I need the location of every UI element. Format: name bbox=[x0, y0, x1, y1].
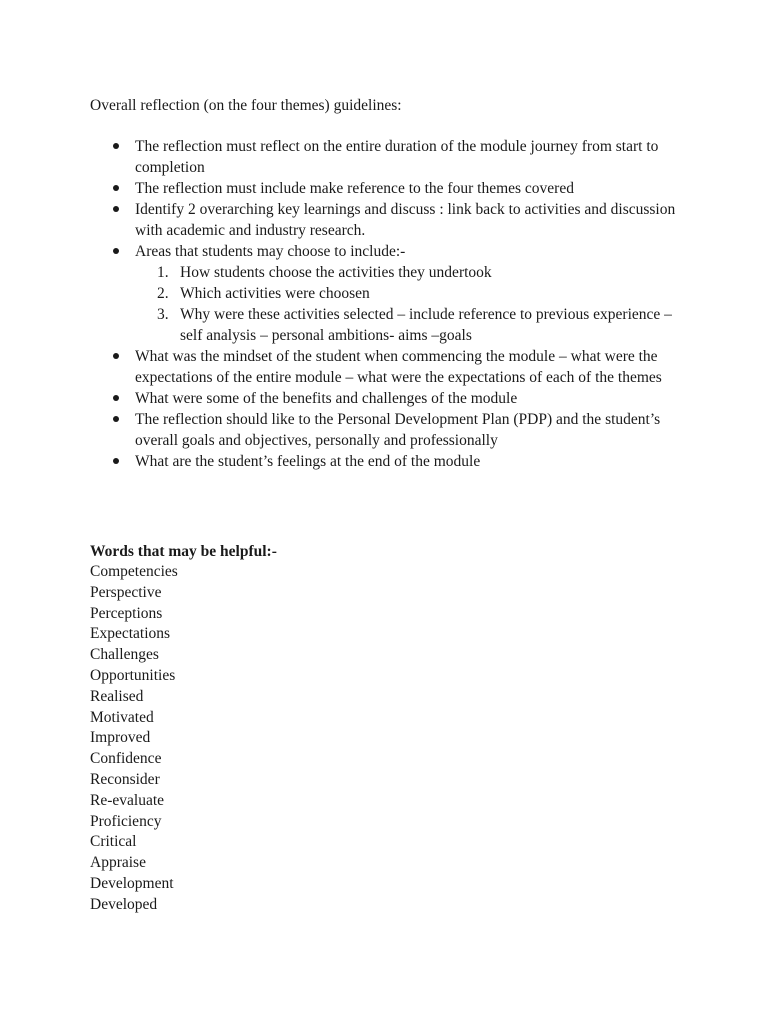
bullet-text: What was the mindset of the student when commencing the module – what were the expectations of the entire module – what were the expectations of each of the themes bbox=[135, 348, 662, 386]
word-item: Expectations bbox=[90, 625, 171, 643]
bullet-text: The reflection should like to the Personal Development Plan (PDP) and the student’s overall goals and objectives, personally and professionally bbox=[135, 411, 661, 449]
word-item: Re-evaluate bbox=[90, 791, 165, 809]
bullet-item bbox=[90, 241, 690, 346]
word-item: Perspective bbox=[90, 583, 162, 601]
bullet-text: What were some of the benefits and challenges of the module bbox=[135, 390, 518, 407]
item-number: 2. bbox=[157, 285, 169, 302]
guidelines-heading: Overall reflection (on the four themes) guidelines: bbox=[90, 97, 402, 114]
bullet-item bbox=[90, 346, 690, 388]
word-item: Improved bbox=[90, 729, 151, 747]
word-item: Proficiency bbox=[90, 812, 162, 830]
word-item: Critical bbox=[90, 833, 137, 851]
word-item: Appraise bbox=[90, 854, 146, 872]
guidelines-list bbox=[90, 136, 690, 472]
bullet-text: What are the student’s feelings at the end of the module bbox=[135, 453, 481, 470]
word-item: Confidence bbox=[90, 750, 162, 768]
numbered-item bbox=[135, 304, 690, 346]
bullet-item bbox=[90, 199, 690, 241]
bullet-text: Identify 2 overarching key learnings and discuss : link back to activities and discussion with academic and industry research. bbox=[135, 201, 676, 239]
bullet-item bbox=[90, 388, 690, 409]
numbered-sublist bbox=[135, 262, 690, 346]
helpful-words-list bbox=[90, 562, 178, 916]
word-item: Motivated bbox=[90, 708, 154, 726]
word-item: Competencies bbox=[90, 563, 178, 580]
bullet-item bbox=[90, 178, 690, 199]
bullet-item bbox=[90, 136, 690, 178]
word-item: Developed bbox=[90, 895, 158, 913]
bullet-text: The reflection must include make reference to the four themes covered bbox=[135, 180, 574, 197]
bullet-text: The reflection must reflect on the entire duration of the module journey from start to completion bbox=[135, 138, 659, 176]
bullet-item bbox=[90, 409, 690, 451]
helpful-words-title: Words that may be helpful:- bbox=[90, 543, 277, 560]
bullet-item bbox=[90, 451, 690, 472]
word-item: Development bbox=[90, 874, 174, 892]
item-number: 1. bbox=[157, 264, 169, 281]
word-item: Challenges bbox=[90, 646, 159, 664]
numbered-item bbox=[135, 262, 690, 283]
word-item: Realised bbox=[90, 687, 144, 705]
item-text: How students choose the activities they undertook bbox=[180, 264, 492, 281]
numbered-item bbox=[135, 283, 690, 304]
bullet-text: Areas that students may choose to include:- bbox=[135, 243, 406, 260]
item-number: 3. bbox=[157, 306, 169, 323]
item-text: Why were these activities selected – include reference to previous experience – self analysis – personal ambitions- aims –goals bbox=[180, 306, 672, 344]
item-text: Which activities were choosen bbox=[180, 285, 370, 302]
word-item: Perceptions bbox=[90, 604, 163, 622]
word-item: Opportunities bbox=[90, 666, 176, 684]
word-item: Reconsider bbox=[90, 770, 160, 788]
